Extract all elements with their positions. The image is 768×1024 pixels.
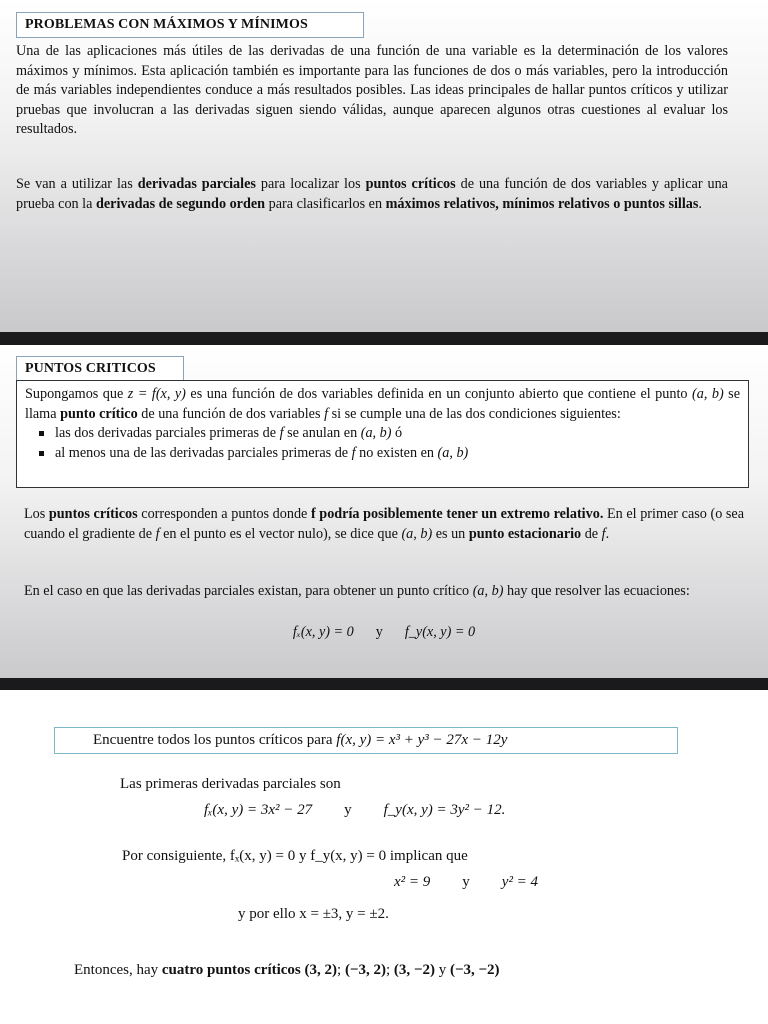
solution-line-5: y por ello x = ±3, y = ±2. <box>238 906 389 922</box>
text: en el punto es el vector nulo), se dice que <box>159 525 402 542</box>
math-expression: f <box>351 444 356 461</box>
math-expression: (a, b) <box>437 444 469 461</box>
bold-term: cuatro puntos críticos (3, 2) <box>161 962 338 978</box>
method-paragraph <box>16 175 728 214</box>
text: ; <box>385 962 394 978</box>
math-expression: f <box>324 405 329 422</box>
divider-bar <box>0 678 768 690</box>
text: ó <box>391 425 403 441</box>
bold-term: f podría posiblemente tener un extremo relativo. <box>310 506 604 522</box>
bold-term: derivadas parciales <box>137 176 256 192</box>
text: En el primer caso (o sea cuando el gradiente de <box>24 506 745 542</box>
bold-term: puntos críticos <box>48 506 138 522</box>
critical-point: (3, −2) <box>393 962 435 978</box>
list-item <box>39 444 740 464</box>
x-squared-eq: x² = 9 <box>394 874 431 890</box>
text: de una función de dos variables <box>137 405 325 422</box>
critical-point: (−3, 2) <box>344 962 386 978</box>
text: de <box>581 525 602 542</box>
bold-term: derivadas de segundo orden <box>95 195 266 212</box>
y-squared-eq: y² = 4 <box>501 874 539 890</box>
text: de una función de dos variables y aplicar una prueba con la <box>16 176 728 212</box>
example-function: f(x, y) = x³ + y³ − 27x − 12y <box>336 732 508 748</box>
example-prompt: Encuentre todos los puntos críticos para <box>93 732 337 748</box>
intro-paragraph: Una de las aplicaciones más útiles de las derivadas de una función de una variable es la determinación de los valores máximos y mínimos. Esta aplicación también es importante para las funciones de dos o más variables, pero la introducción de más variables independientes conduce a más resultados posibles. Las ideas principales de hallar puntos críticos y utilizar pruebas que involucran a las derivadas siguen siendo válidas, aunque aparecen algunos otras cuestiones al evaluar los resultados. <box>16 43 728 137</box>
equation-fy: f_y(x, y) = 0 <box>404 624 476 640</box>
text: es una función de dos variables definida en un conjunto abierto que contiene el punto <box>185 386 692 402</box>
equation-separator: y <box>375 624 383 640</box>
bold-term: máximos relativos, mínimos relativos o puntos sillas <box>385 195 699 212</box>
definition-text <box>25 385 740 424</box>
section-title-maximos-minimos: PROBLEMAS CON MÁXIMOS Y MÍNIMOS <box>16 12 364 38</box>
math-expression: (a, b) <box>692 386 724 402</box>
derivative-fy: f_y(x, y) = 3y² − 12. <box>383 802 506 818</box>
conditions-list <box>25 424 740 463</box>
solution-squares <box>394 874 694 891</box>
math-expression: f <box>601 525 606 542</box>
equation-fx: fₓ(x, y) = 0 <box>292 624 354 640</box>
text: si se cumple una de las dos condiciones siguientes: <box>328 405 621 422</box>
text: para clasificarlos en <box>265 195 386 212</box>
list-item <box>39 424 740 444</box>
section-title-puntos-criticos: PUNTOS CRITICOS <box>16 356 184 382</box>
text: y <box>434 962 450 978</box>
text: Entonces, hay <box>74 962 162 978</box>
math-expression: f <box>155 525 160 542</box>
equations-intro-paragraph <box>24 582 744 602</box>
text: corresponden a puntos donde <box>137 506 311 522</box>
bold-term: puntos críticos <box>365 176 456 192</box>
text: . <box>698 195 702 212</box>
divider-bar <box>0 332 768 345</box>
text: no existen en <box>355 444 438 461</box>
text: es un <box>432 525 469 542</box>
text: al menos una de las derivadas parciales primeras de <box>55 444 352 461</box>
separator: y <box>344 802 352 818</box>
math-expression: (a, b) <box>401 525 433 542</box>
critical-point-equations <box>0 624 768 641</box>
solution-line-3: Por consiguiente, fₓ(x, y) = 0 y f_y(x, y) = 0 implican que <box>122 848 468 864</box>
text: En el caso en que las derivadas parciales existan, para obtener un punto crítico <box>24 583 473 599</box>
text: Se van a utilizar las <box>16 176 138 192</box>
text: hay que resolver las ecuaciones: <box>503 583 690 599</box>
solution-line-1: Las primeras derivadas parciales son <box>120 776 341 792</box>
text: ; <box>337 962 345 978</box>
text: Supongamos que <box>25 386 128 402</box>
derivative-fx: fₓ(x, y) = 3x² − 27 <box>204 802 313 818</box>
math-expression: (a, b) <box>360 425 392 441</box>
text: se llama <box>25 386 741 422</box>
text: para localizar los <box>255 176 366 192</box>
text: . <box>605 525 610 542</box>
text: las dos derivadas parciales primeras de <box>55 425 280 441</box>
bold-term: punto crítico <box>60 405 138 422</box>
stationary-point-paragraph <box>24 505 744 544</box>
example-prompt-box <box>54 727 678 754</box>
definition-box <box>16 380 749 488</box>
critical-point: (−3, −2) <box>449 962 500 978</box>
bold-term: punto estacionario <box>468 525 582 542</box>
text: se anulan en <box>283 425 361 441</box>
separator: y <box>462 874 470 890</box>
math-expression: f <box>279 425 284 441</box>
text: Los <box>24 506 49 522</box>
conclusion <box>74 962 500 979</box>
math-expression: z = f(x, y) <box>127 386 186 402</box>
math-expression: (a, b) <box>472 583 504 599</box>
solution-derivatives <box>204 802 624 819</box>
